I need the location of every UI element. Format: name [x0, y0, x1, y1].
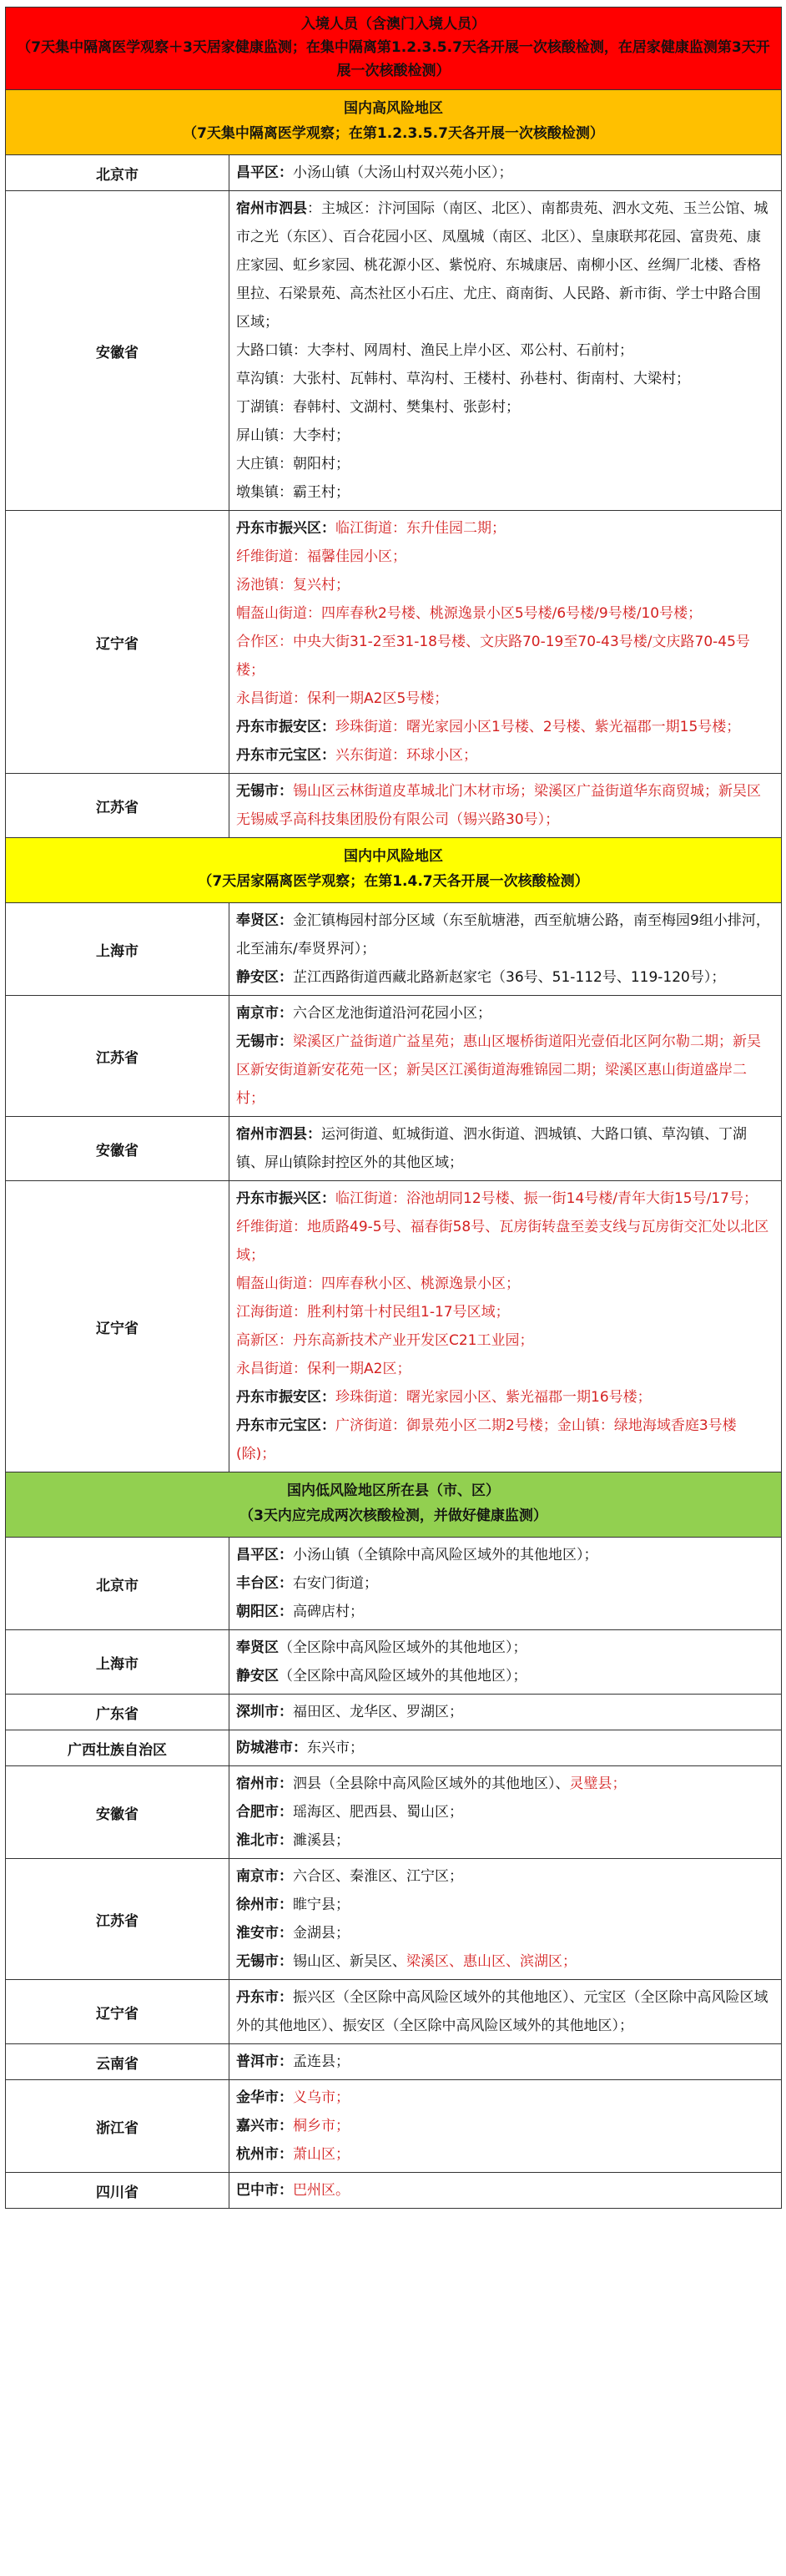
section-title: 国内中风险地区	[344, 848, 443, 865]
inbound-header	[6, 8, 782, 90]
section-note: （7天居家隔离医学观察；在第1.4.7天各开展一次核酸检测）	[198, 873, 589, 890]
area-text: 灵璧县；	[569, 1775, 627, 1792]
province-cell: 辽宁省	[6, 511, 229, 774]
table-row	[6, 1117, 782, 1181]
area-text: 珍珠街道：曙光家园小区、紫光福郡一期16号楼；	[335, 1389, 652, 1406]
area-line	[236, 1270, 774, 1298]
province-cell: 云南省	[6, 2044, 229, 2080]
area-list-cell	[229, 2173, 782, 2209]
section-note: （3天内应完成两次核酸检测，并做好健康监测）	[239, 1508, 547, 1524]
area-list-cell	[229, 903, 782, 996]
city-label: 无锡市：	[236, 783, 293, 800]
area-line	[236, 365, 774, 393]
area-list-cell	[229, 1538, 782, 1630]
area-text: 丁湖镇：春韩村、文湖村、樊集村、张彭村；	[236, 399, 520, 416]
area-list-cell	[229, 1980, 782, 2044]
table-row	[6, 1730, 782, 1766]
area-text: （全区除中高风险区域外的其他地区）；	[279, 1639, 527, 1656]
area-text: 巴州区。	[293, 2182, 350, 2199]
province-cell: 江苏省	[6, 774, 229, 838]
city-label: 丹东市：	[236, 1989, 293, 2006]
city-label: 南京市：	[236, 1005, 293, 1022]
province-cell: 安徽省	[6, 1117, 229, 1181]
risk-area-table-body	[6, 8, 782, 2209]
area-line	[236, 2084, 774, 2112]
area-list-cell	[229, 774, 782, 838]
area-text: 临江街道：东升佳园二期；	[335, 520, 506, 537]
area-text: 萧山区；	[293, 2146, 350, 2163]
area-text: 大庄镇：朝阳村；	[236, 456, 350, 472]
city-label: 丹东市振兴区：	[236, 520, 335, 537]
province-cell: 安徽省	[6, 191, 229, 511]
city-label: 奉贤区：	[236, 912, 293, 929]
area-text: 珍珠街道：曙光家园小区1号楼、2号楼、紫光福郡一期15号楼；	[335, 719, 741, 735]
area-line	[236, 777, 774, 834]
area-list-cell	[229, 1859, 782, 1980]
inbound-title: 入境人员（含澳门入境人员）	[301, 16, 486, 33]
area-line	[236, 599, 774, 628]
city-label: 丹东市元宝区：	[236, 1417, 335, 1434]
area-text: 金湖县；	[293, 1925, 350, 1942]
area-line	[236, 194, 774, 336]
area-line	[236, 1298, 774, 1326]
area-line	[236, 1919, 774, 1947]
area-line	[236, 1662, 774, 1690]
area-text: 锡山区云林街道皮革城北门木材市场；梁溪区广益街道华东商贸城；新吴区无锡威孚高科技集团股份有限公司（锡兴路30号）；	[236, 783, 761, 828]
area-line	[236, 1383, 774, 1412]
area-list-cell	[229, 511, 782, 774]
area-text: 振兴区（全区除中高风险区域外的其他地区）、元宝区（全区除中高风险区域外的其他地区）、振安区（全区除中高风险区域外的其他地区）；	[236, 1989, 768, 2034]
area-line	[236, 1598, 774, 1626]
area-text: 孟连县；	[293, 2053, 350, 2070]
table-row	[6, 1766, 782, 1859]
section-header-low	[6, 1472, 782, 1538]
area-line	[236, 159, 774, 187]
area-list-cell	[229, 191, 782, 511]
area-list-cell	[229, 1730, 782, 1766]
area-line	[236, 1891, 774, 1919]
area-list-cell	[229, 996, 782, 1117]
area-text: 东兴市；	[307, 1740, 364, 1756]
area-text: 汤池镇：复兴村；	[236, 577, 350, 593]
area-line	[236, 2140, 774, 2169]
area-text: 兴东街道：环球小区；	[335, 747, 477, 764]
area-line	[236, 514, 774, 543]
area-line	[236, 741, 774, 770]
area-line	[236, 1355, 774, 1383]
city-label: 朝阳区：	[236, 1604, 293, 1620]
area-line	[236, 543, 774, 571]
area-line	[236, 1213, 774, 1270]
city-label: 无锡市：	[236, 1953, 293, 1970]
area-text: 运河街道、虹城街道、泗水街道、泗城镇、大路口镇、草沟镇、丁湖镇、屏山镇除封控区外的其他区域；	[236, 1126, 747, 1171]
risk-area-table	[5, 7, 782, 2209]
city-label: 金华市：	[236, 2089, 293, 2106]
area-list-cell	[229, 2080, 782, 2173]
area-text: 六合区龙池街道沿河花园小区；	[293, 1005, 491, 1022]
city-label: 南京市：	[236, 1868, 293, 1885]
section-header-medium	[6, 838, 782, 903]
area-line	[236, 478, 774, 507]
area-line	[236, 422, 774, 450]
area-text: 梁溪区广益街道广益星苑；惠山区堰桥街道阳光壹佰北区阿尔勒二期；新吴区新安街道新安花苑一区；新吴区江溪街道海雅锦园二期；梁溪区惠山街道盛岸二村；	[236, 1033, 761, 1107]
section-low-header-cell	[6, 1472, 782, 1538]
section-medium-header-cell	[6, 838, 782, 903]
header-row	[6, 8, 782, 90]
area-line	[236, 1770, 774, 1798]
city-label: 丹东市元宝区：	[236, 747, 335, 764]
area-list-cell	[229, 2044, 782, 2080]
city-label: 防城港市：	[236, 1740, 307, 1756]
area-line	[236, 571, 774, 599]
province-cell: 江苏省	[6, 1859, 229, 1980]
city-label: 宿州市：	[236, 1775, 293, 1792]
table-row	[6, 1538, 782, 1630]
area-line	[236, 2112, 774, 2140]
table-row	[6, 191, 782, 511]
area-text: 小汤山镇（全镇除中高风险区域外的其他地区）；	[293, 1547, 598, 1563]
city-label: 静安区	[236, 1668, 279, 1685]
area-text: 高新区：丹东高新技术产业开发区C21工业园；	[236, 1332, 534, 1349]
area-text: 小汤山镇（大汤山村双兴苑小区）；	[293, 164, 513, 181]
section-note: （7天集中隔离医学观察；在第1.2.3.5.7天各开展一次核酸检测）	[183, 125, 604, 142]
area-text: 右安门街道；	[293, 1575, 378, 1592]
area-text: 高碑店村；	[293, 1604, 364, 1620]
province-cell: 辽宁省	[6, 1181, 229, 1472]
area-text: 墩集镇：霸王村；	[236, 484, 350, 501]
city-label: 昌平区：	[236, 164, 293, 181]
area-line	[236, 1028, 774, 1113]
area-text: 芷江西路街道西藏北路新赵家宅（36号、51-112号、119-120号）；	[293, 969, 726, 986]
area-text: （全区除中高风险区域外的其他地区）；	[279, 1668, 527, 1685]
area-text: 广济街道：御景苑小区二期2号楼；金山镇：绿地海域香庭3号楼(除)；	[236, 1417, 737, 1462]
area-text: 濉溪县；	[293, 1832, 350, 1849]
section-title: 国内低风险地区所在县（市、区）	[287, 1482, 500, 1499]
city-label: 宿州市泗县	[236, 200, 307, 217]
area-text: 义乌市；	[293, 2089, 350, 2106]
province-cell: 北京市	[6, 155, 229, 191]
section-title: 国内高风险地区	[344, 100, 443, 117]
city-label: 深圳市：	[236, 1704, 293, 1720]
province-cell: 浙江省	[6, 2080, 229, 2173]
table-row	[6, 2044, 782, 2080]
area-line	[236, 2176, 774, 2205]
area-line	[236, 1862, 774, 1891]
area-text: 江海街道：胜利村第十村民组1-17号区域；	[236, 1304, 510, 1321]
city-label: 丹东市振安区：	[236, 719, 335, 735]
area-line	[236, 963, 774, 992]
city-label: 丰台区：	[236, 1575, 293, 1592]
province-cell: 上海市	[6, 1630, 229, 1695]
table-row	[6, 2080, 782, 2173]
area-text: 帽盔山街道：四库春秋2号楼、桃源逸景小区5号楼/6号楼/9号楼/10号楼；	[236, 605, 703, 622]
area-list-cell	[229, 1117, 782, 1181]
table-row	[6, 1695, 782, 1730]
area-text: 六合区、秦淮区、江宁区；	[293, 1868, 463, 1885]
city-label: 杭州市：	[236, 2146, 293, 2163]
table-row	[6, 996, 782, 1117]
table-row	[6, 511, 782, 774]
inbound-note: （7天集中隔离医学观察＋3天居家健康监测；在集中隔离第1.2.3.5.7天各开展一次核酸检测，在居家健康监测第3天开展一次核酸检测）	[17, 39, 770, 79]
area-text: 纤维街道：地质路49-5号、福春街58号、瓦房街转盘至姜支线与瓦房街交汇处以北区域；	[236, 1219, 769, 1264]
city-label: 丹东市振兴区：	[236, 1190, 335, 1207]
table-row	[6, 2173, 782, 2209]
table-row	[6, 1859, 782, 1980]
table-row	[6, 774, 782, 838]
area-line	[236, 1947, 774, 1976]
city-label: 奉贤区	[236, 1639, 279, 1656]
province-cell: 辽宁省	[6, 1980, 229, 2044]
area-line	[236, 2048, 774, 2076]
area-text: 睢宁县；	[293, 1897, 350, 1913]
province-cell: 北京市	[6, 1538, 229, 1630]
province-cell: 安徽省	[6, 1766, 229, 1859]
city-label: 昌平区：	[236, 1547, 293, 1563]
area-text: 纤维街道：福馨佳园小区；	[236, 548, 406, 565]
area-text: 锡山区、新吴区、	[293, 1953, 406, 1970]
area-text: ：主城区：汴河国际（南区、北区）、南都贵苑、泗水文苑、玉兰公馆、城市之光（东区）、百合花园小区、凤凰城（南区、北区）、皇康联邦花园、富贵苑、康庄家园、虹乡家园、桃花源小区、紫悦府、东城康居、南柳小区、丝绸厂北楼、香格里拉、石梁景苑、高杰社区小石庄、尤庄、商南街、人民路、新市街、学士中路合围区域；	[236, 200, 768, 331]
area-line	[236, 1734, 774, 1762]
city-label: 丹东市振安区：	[236, 1389, 335, 1406]
area-line	[236, 1698, 774, 1726]
area-text: 桐乡市；	[293, 2118, 350, 2134]
area-line	[236, 1634, 774, 1662]
area-line	[236, 393, 774, 422]
area-list-cell	[229, 1181, 782, 1472]
area-line	[236, 684, 774, 713]
area-text: 草沟镇：大张村、瓦韩村、草沟村、王楼村、孙巷村、街南村、大梁村；	[236, 371, 690, 387]
area-text: 合作区：中央大街31-2至31-18号楼、文庆路70-19至70-43号楼/文庆路70-45号楼；	[236, 634, 750, 679]
area-text: 帽盔山街道：四库春秋小区、桃源逸景小区；	[236, 1275, 520, 1292]
area-text: 金汇镇梅园村部分区域（东至航塘港，西至航塘公路，南至梅园9组小排河，北至浦东/奉贤界河）；	[236, 912, 770, 957]
city-label: 合肥市：	[236, 1804, 293, 1821]
area-text: 梁溪区、惠山区、滨湖区；	[406, 1953, 577, 1970]
area-text: 永昌街道：保利一期A2区5号楼；	[236, 690, 449, 707]
area-line	[236, 628, 774, 684]
area-list-cell	[229, 1630, 782, 1695]
table-row	[6, 1630, 782, 1695]
area-text: 永昌街道：保利一期A2区；	[236, 1361, 411, 1377]
city-label: 淮安市：	[236, 1925, 293, 1942]
area-line	[236, 1983, 774, 2040]
city-label: 巴中市：	[236, 2182, 293, 2199]
area-line	[236, 1184, 774, 1213]
city-label: 嘉兴市：	[236, 2118, 293, 2134]
province-cell: 四川省	[6, 2173, 229, 2209]
area-text: 瑶海区、肥西县、蜀山区；	[293, 1804, 463, 1821]
table-row	[6, 903, 782, 996]
table-row	[6, 155, 782, 191]
province-cell: 广西壮族自治区	[6, 1730, 229, 1766]
province-cell: 上海市	[6, 903, 229, 996]
area-list-cell	[229, 1695, 782, 1730]
city-label: 静安区：	[236, 969, 293, 986]
section-high-header-cell	[6, 90, 782, 155]
city-label: 淮北市：	[236, 1832, 293, 1849]
section-header-high	[6, 90, 782, 155]
city-label: 宿州市泗县：	[236, 1126, 321, 1143]
area-line	[236, 336, 774, 365]
area-text: 屏山镇：大李村；	[236, 427, 350, 444]
area-line	[236, 1569, 774, 1598]
area-line	[236, 1826, 774, 1855]
area-text: 福田区、龙华区、罗湖区；	[293, 1704, 463, 1720]
area-line	[236, 713, 774, 741]
province-cell: 江苏省	[6, 996, 229, 1117]
area-list-cell	[229, 155, 782, 191]
area-line	[236, 450, 774, 478]
area-line	[236, 1120, 774, 1177]
area-line	[236, 907, 774, 963]
city-label: 普洱市：	[236, 2053, 293, 2070]
table-row	[6, 1980, 782, 2044]
city-label: 徐州市：	[236, 1897, 293, 1913]
area-list-cell	[229, 1766, 782, 1859]
area-text: 大路口镇：大李村、网周村、渔民上岸小区、邓公村、石前村；	[236, 342, 633, 359]
table-row	[6, 1181, 782, 1472]
area-line	[236, 1412, 774, 1468]
city-label: 无锡市：	[236, 1033, 293, 1050]
area-line	[236, 1541, 774, 1569]
area-text: 临江街道：浴池胡同12号楼、振一街14号楼/青年大街15号/17号；	[335, 1190, 758, 1207]
area-line	[236, 999, 774, 1028]
area-line	[236, 1326, 774, 1355]
area-line	[236, 1798, 774, 1826]
province-cell: 广东省	[6, 1695, 229, 1730]
area-text: 泗县（全县除中高风险区域外的其他地区）、	[293, 1775, 570, 1792]
